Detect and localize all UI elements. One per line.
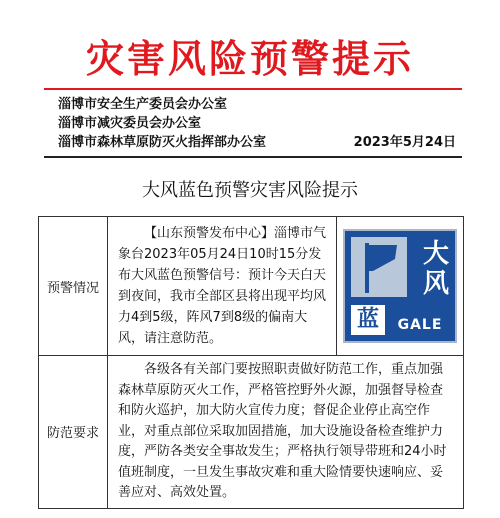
badge-code: GALE bbox=[397, 317, 443, 333]
red-divider bbox=[44, 88, 462, 90]
info-table bbox=[38, 216, 464, 509]
badge-cell bbox=[337, 217, 464, 356]
black-divider bbox=[44, 156, 462, 158]
badge-char-top: 大 bbox=[422, 239, 449, 269]
warning-text: 【山东预警发布中心】淄博市气象台2023年05月24日10时15分发布大风蓝色预警信号：预计今天白天到夜间，我市全部区县将出现平均风力4到5级，阵风7到8级的偏南大风，请注意防范。 bbox=[108, 217, 337, 356]
issuer-name: 淄博市安全生产委员会办公室 bbox=[58, 97, 228, 112]
issuer-block bbox=[58, 95, 478, 152]
gale-warning-badge bbox=[343, 229, 457, 343]
badge-level-char: 蓝 bbox=[351, 305, 385, 335]
document-date: 2023年5月24日 bbox=[353, 135, 456, 150]
issuer-name: 淄博市森林草原防灭火指挥部办公室 bbox=[58, 135, 267, 150]
issuer-row bbox=[58, 114, 478, 133]
measures-label: 防范要求 bbox=[39, 356, 108, 509]
notice-title: 大风蓝色预警灾害风险提示 bbox=[142, 180, 358, 201]
headline: 灾害风险预警提示 bbox=[85, 37, 414, 81]
table-row bbox=[39, 217, 464, 356]
badge-char-bottom: 风 bbox=[422, 269, 449, 299]
measures-text: 各级各有关部门要按照职责做好防范工作，重点加强森林草原防灭火工作，严格管控野外火源，加强督导检查和防火巡护，加大防火宣传力度；督促企业停止高空作业，对重点部位采取加固措施，加大设施设备检查维护力度，严防各类安全事故发生；严格执行领导带班和24小时值班制度，一旦发生事故灾难和重大险情要快速响应、妥善应对、高效处置。 bbox=[108, 356, 464, 509]
warning-label: 预警情况 bbox=[39, 217, 108, 356]
issuer-row bbox=[58, 95, 478, 114]
issuer-row bbox=[58, 133, 478, 152]
table-row bbox=[39, 356, 464, 509]
wind-flag-icon bbox=[351, 237, 407, 297]
issuer-name: 淄博市减灾委员会办公室 bbox=[58, 116, 202, 131]
